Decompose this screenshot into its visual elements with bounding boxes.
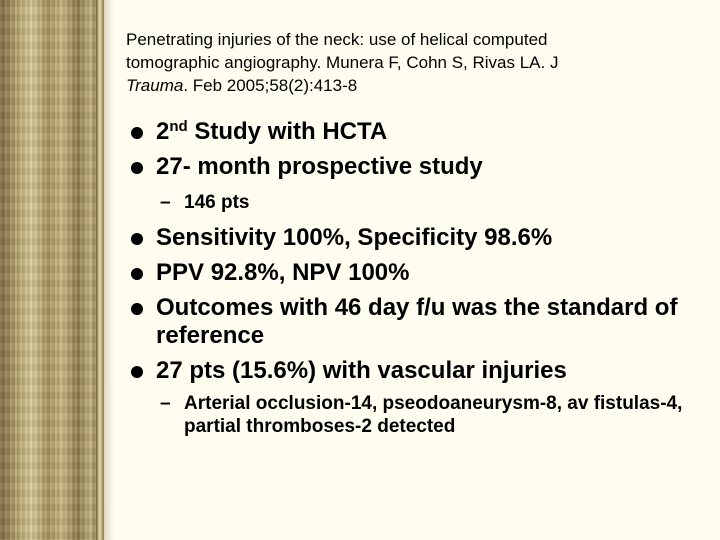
bullet-vascular [126,357,706,385]
citation-line-2: tomographic angiography. Munera F, Cohn S, Rivas LA. J [126,53,559,72]
bullet-ppv [126,259,706,287]
sub-bullet-injuries [126,392,706,438]
bullet-study [126,118,706,146]
bullet-vascular-text: 27 pts (15.6%) with vascular injuries [156,357,567,384]
dash-marker: – [160,393,171,414]
bullet-outcomes [126,294,706,350]
bullet-sensitivity-text: Sensitivity 100%, Specificity 98.6% [156,224,553,251]
bullet-list [126,118,706,438]
citation [126,28,686,97]
bullet-prospective-text: 27- month prospective study [156,153,483,180]
bullet-ppv-text: PPV 92.8%, NPV 100% [156,259,410,286]
bullet-study-ordinal: nd [169,118,188,135]
bullet-sensitivity [126,224,706,252]
bullet-study-text: Study with HCTA [187,118,388,145]
journal-name: Trauma [126,76,184,95]
bullet-dot [131,162,143,174]
bullet-dot [131,303,143,315]
citation-line-3 [126,74,686,97]
sub-bullet-injuries-text: Arterial occlusion-14, pseodoaneurysm-8, av fistulas-4, partial thromboses-2 detected [184,393,683,437]
pillar-shadow [104,0,114,540]
bullet-dot [131,127,143,139]
sub-bullet-patients-text: 146 pts [184,192,250,213]
pillar-edge [96,0,104,540]
citation-line-1: Penetrating injuries of the neck: use of helical computed [126,30,548,49]
bullet-dot [131,233,143,245]
bullet-prospective [126,153,706,181]
bullet-outcomes-text: Outcomes with 46 day f/u was the standard of reference [156,294,678,349]
bullet-dot [131,268,143,280]
decorative-pillar [0,0,100,540]
dash-marker: – [160,192,171,213]
bullet-dot [131,366,143,378]
bullet-study-number: 2 [156,118,170,145]
sub-bullet-patients [126,191,706,214]
citation-details: . Feb 2005;58(2):413-8 [183,76,358,95]
